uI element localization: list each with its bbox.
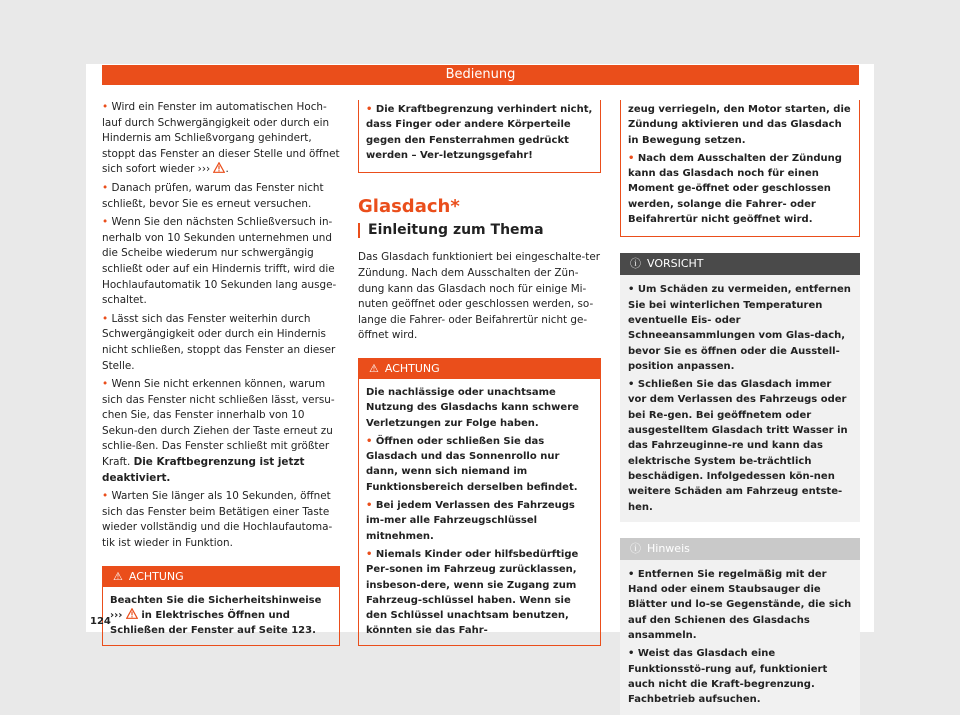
- note-box-body: • Entfernen Sie regelmäßig mit der Hand oder einem Staubsauger die Blätter und lo-se Gegenstände, die sich auf den Schienen des Glasdachs ansammeln. • Weist das Glasdach eine Funktionsstö-rung auf, funktioniert auch nicht die Kraft-begrenzung. Fachbetrieb aufsuchen.: [628, 568, 852, 706]
- list-item: • Warten Sie länger als 10 Sekunden, öffnet sich das Fenster beim Betätigen einer Taste wieder vollständig und die Hochlaufautoma-tik ist wieder in Funktion.: [102, 490, 333, 550]
- section-title: Glasdach*: [358, 196, 460, 218]
- warning-icon: ⚠: [113, 569, 123, 583]
- list-item: • Danach prüfen, warum das Fenster nicht schließt, bevor Sie es erneut versuchen.: [102, 181, 324, 210]
- warning-box-body: Beachten Sie die Sicherheitshinweise ››› in Elektrisches Öffnen und Schließen der Fenster auf Seite 123.: [110, 594, 322, 637]
- warning-box-body: Die nachlässige oder unachtsame Nutzung des Glasdachs kann schwere Verletzungen zur Folge haben. • Öffnen oder schließen Sie das Glasdach und das Sonnenrollo nur dann, wenn sich niemand im Funktionsbereich derselben befindet. • Bei jedem Verlassen des Fahrzeugs im-mer alle Fahrzeugschlüssel mitnehmen. • Niemals Kinder oder hilfsbedürftige Per-sonen im Fahrzeug zurücklassen, insbeson-dere, wenn sie Zugang zum Fahrzeug-schlüssel haben. Wenn sie den Schlüssel unachtsam benutzen, könnten sie das Fahr-: [366, 386, 579, 637]
- warning-box: [358, 358, 601, 646]
- info-icon: ⓘ: [630, 541, 641, 555]
- warning-box-header: ⚠ ACHTUNG: [359, 359, 600, 379]
- section-header: Bedienung: [102, 65, 859, 85]
- list-item: • Wenn Sie den nächsten Schließversuch in-nerhalb von 10 Sekunden unternehmen und die Scheibe wiederum nur schwergängig schließt oder auf ein Hindernis trifft, wird die Hochlaufautomatik 10 Sekunden lang ausge-schaltet.: [102, 216, 337, 307]
- intro-paragraph: Das Glasdach funktioniert bei eingeschalte-ter Zündung. Nach dem Ausschalten der Zün-dung kann das Glasdach noch für einige Mi-nuten geöffnet oder geschlossen werden, so-lange die Fahrer- oder Beifahrertür nicht ge-öffnet wird.: [358, 251, 600, 342]
- warning-box-body: • Die Kraftbegrenzung verhindert nicht, dass Finger oder andere Körperteile gegen den Fensterrahmen gedrückt werden – Ver-letzungsgefahr!: [366, 104, 593, 161]
- warning-box-body: zeug verriegeln, den Motor starten, die Zündung aktivieren und das Glasdach in Bewegung setzen. • Nach dem Ausschalten der Zündung kann das Glasdach noch für einen Moment ge-öffnet oder geschlossen werden, solange die Fahrer- oder Beifahrertür nicht geöffnet wird.: [628, 104, 851, 226]
- caution-icon: ⓘ: [630, 257, 641, 271]
- warning-box-continued: [358, 100, 601, 173]
- note-box: [620, 538, 860, 715]
- warning-box-header: ⚠ ACHTUNG: [103, 567, 339, 587]
- column-3: [620, 100, 860, 715]
- caution-box-header: ⓘ VORSICHT: [620, 253, 860, 275]
- subsection-title: Einleitung zum Thema: [358, 223, 601, 239]
- caution-box-body: • Um Schäden zu vermeiden, entfernen Sie bei winterlichen Temperaturen eventuelle Eis- oder Schneeansammlungen vom Glas-dach, bevor Sie es öffnen oder die Ausstell-position anpassen. • Schließen Sie das Glasdach immer vor dem Verlassen des Fahrzeugs oder bei Re-gen. Bei geöffnetem oder ausgestelltem Glasdach tritt Wasser in das Fahrzeuginne-re und kann das elektrische System be-trächtlich beschädigen. Infolgedessen kön-nen weitere Schäden am Fahrzeug entste-hen.: [628, 284, 851, 513]
- list-item: • Wird ein Fenster im automatischen Hoch-lauf durch Schwergängigkeit oder durch ein Hindernis am Schließvorgang gehindert, stoppt das Fenster an dieser Stelle und öffnet sich sofort wieder ››› .: [102, 101, 340, 176]
- column-1: [102, 100, 340, 646]
- page-number: 124: [90, 616, 111, 627]
- note-box-header: ⓘ Hinweis: [620, 538, 860, 560]
- warning-icon: ⚠: [369, 361, 379, 375]
- list-item: • Lässt sich das Fenster weiterhin durch Schwergängigkeit oder durch ein Hindernis nicht schließen, stoppt das Fenster an dieser Stelle.: [102, 312, 336, 372]
- list-item: • Wenn Sie nicht erkennen können, warum sich das Fenster nicht schließen lässt, versu-chen Sie, das Fenster innerhalb von 10 Sekun-den durch Ziehen der Taste erneut zu schlie-ßen. Das Fenster schließt mit größter Kraft. Die Kraftbegrenzung ist jetzt deaktiviert.: [102, 378, 335, 484]
- caution-box: [620, 253, 860, 521]
- warning-icon: [213, 162, 225, 173]
- warning-box-continued: [620, 100, 860, 237]
- warning-icon: [126, 608, 138, 619]
- warning-box: [102, 566, 340, 646]
- column-2: [358, 100, 601, 646]
